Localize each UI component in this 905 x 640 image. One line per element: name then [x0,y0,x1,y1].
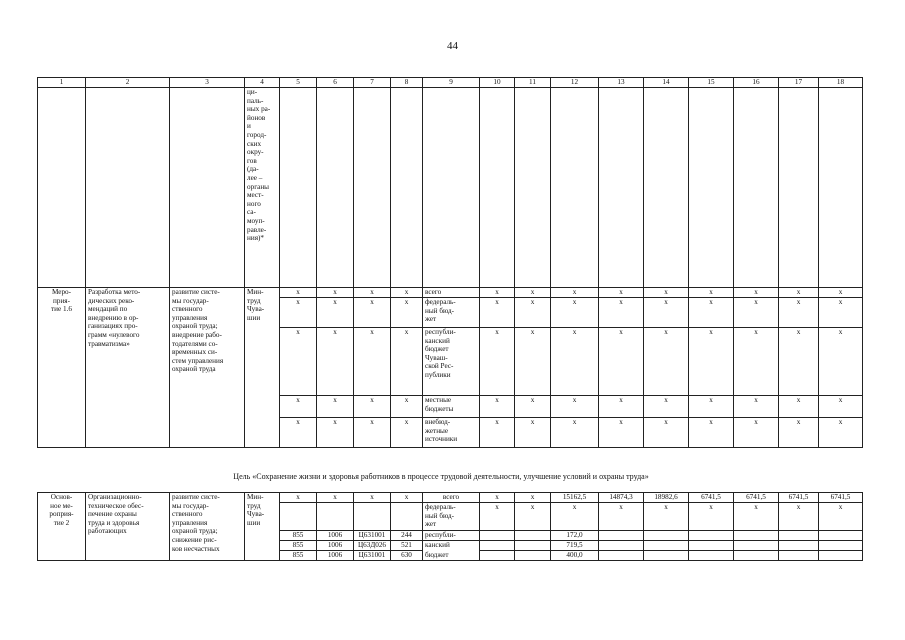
table-cell: 1006 [317,541,354,551]
table-cell: x [480,396,515,418]
table-cell: x [779,328,819,396]
table-cell: x [354,493,391,503]
funding-source: федераль- ный бюд- жет [423,298,480,328]
header-cell: 4 [245,78,280,88]
table-cell: 6741,5 [779,493,819,503]
table-cell [515,551,551,561]
table-cell: x [480,288,515,298]
table-cell: x [515,328,551,396]
table-cell [480,551,515,561]
table-cell: x [819,396,863,418]
program-table-part2 [37,492,863,561]
table-cell: x [599,328,644,396]
table-cell [391,503,423,531]
program-table-part1 [37,77,863,448]
funding-source: федераль- ный бюд- жет [423,503,480,531]
table-cell [689,531,734,541]
table-cell: 6741,5 [734,493,779,503]
table-cell: x [734,328,779,396]
table-cell: x [515,288,551,298]
table-cell: x [391,288,423,298]
table-cell: x [599,418,644,448]
table-cell: x [354,298,391,328]
table-cell: x [734,503,779,531]
measure-name: Разработка мето- дических реко- мендаций по внедрению в ор- ганизациях про- грамм «нулевого травматизма» [86,288,170,448]
table-cell [819,531,863,541]
table-cell: x [819,298,863,328]
table-cell: 15162,5 [551,493,599,503]
table-cell: x [819,328,863,396]
header-cell: 11 [515,78,551,88]
table-cell: 719,5 [551,541,599,551]
table-cell: x [480,298,515,328]
table-cell: x [317,288,354,298]
table-cell: x [317,493,354,503]
table-cell: x [734,396,779,418]
table-cell: x [644,418,689,448]
header-cell: 3 [170,78,245,88]
table-cell: 18982,6 [644,493,689,503]
table-cell: x [515,418,551,448]
table-cell: Ц631001 [354,531,391,541]
table-cell: x [391,328,423,396]
table-cell: x [599,288,644,298]
table-cell: x [515,493,551,503]
table-cell: x [779,288,819,298]
executor-continued: ци- паль- ных ра- йонов и город- ских окру- гов (да- лее – органы мест- ного са- моуп- равле- ния)* [245,88,280,288]
table-cell: x [391,418,423,448]
measure-label: Меро- прия- тие 1.6 [38,288,86,448]
table-cell: x [354,396,391,418]
header-cell: 18 [819,78,863,88]
table-cell [599,531,644,541]
table-cell [644,531,689,541]
table-cell [354,503,391,531]
funding-source: канский [423,541,480,551]
table-cell: x [551,418,599,448]
table-cell: x [515,396,551,418]
table-cell: x [354,418,391,448]
table-cell: x [317,396,354,418]
table-cell: Ц631001 [354,551,391,561]
continuation-row [38,88,863,288]
table-cell: x [644,298,689,328]
funding-source: всего [423,288,480,298]
table-cell: x [819,418,863,448]
table-cell: 855 [280,531,317,541]
table-cell [689,541,734,551]
table-cell: x [551,396,599,418]
table-cell [819,541,863,551]
header-cell: 13 [599,78,644,88]
table-cell: x [480,503,515,531]
measure-goal: развитие систе- мы государ- ственного управления охраной труда; снижение рис- ков несчастных [170,493,245,561]
table-cell: x [391,396,423,418]
table-cell: x [734,418,779,448]
table-cell: x [599,503,644,531]
table-cell: x [317,298,354,328]
table-cell: x [644,288,689,298]
table-row [38,493,863,503]
funding-source: республи- канский бюджет Чуваш- ской Рес- публики [423,328,480,396]
table-cell: 1006 [317,531,354,541]
header-cell: 15 [689,78,734,88]
header-cell: 1 [38,78,86,88]
table-cell: x [515,298,551,328]
table-cell: 6741,5 [819,493,863,503]
table-cell: x [480,328,515,396]
table-cell [280,503,317,531]
page-number: 44 [447,40,458,52]
table-cell: x [644,328,689,396]
funding-source: республи- [423,531,480,541]
table-cell: 14874,3 [599,493,644,503]
table-cell [599,551,644,561]
table-cell: x [689,503,734,531]
table-cell: 855 [280,551,317,561]
table-cell: 172,0 [551,531,599,541]
table-cell: x [280,328,317,396]
table-cell: x [551,503,599,531]
table-cell: x [819,288,863,298]
table-cell: x [599,298,644,328]
table-cell: x [689,288,734,298]
table-cell [480,531,515,541]
header-cell: 9 [423,78,480,88]
table-cell: x [644,396,689,418]
measure-name: Организационно- техническое обес- печение охраны труда и здоровья работающих [86,493,170,561]
header-cell: 14 [644,78,689,88]
table-cell [317,503,354,531]
table-cell: x [551,328,599,396]
table-cell: x [280,288,317,298]
table-cell [779,551,819,561]
table-cell: x [280,396,317,418]
table-cell [734,551,779,561]
measure-executor: Мин- труд Чува- шии [245,493,280,561]
table-cell: x [734,298,779,328]
table-cell [644,551,689,561]
table-row [38,288,863,298]
table-cell: x [689,328,734,396]
table-cell: x [599,396,644,418]
table-cell [779,541,819,551]
table-cell: x [551,288,599,298]
table-cell: x [551,298,599,328]
funding-source: местные бюджеты [423,396,480,418]
table-cell: x [779,418,819,448]
table-cell [689,551,734,561]
table-cell: x [779,298,819,328]
table-cell [819,551,863,561]
table-cell: x [689,396,734,418]
table-cell [644,541,689,551]
table-cell [515,541,551,551]
table-cell: x [779,396,819,418]
funding-source: внебюд- жетные источники [423,418,480,448]
table-cell: x [819,503,863,531]
table-cell [599,541,644,551]
table-cell: 630 [391,551,423,561]
table-cell: x [734,288,779,298]
table-cell: x [280,298,317,328]
table-cell: 521 [391,541,423,551]
table-cell: x [280,493,317,503]
table-cell: x [480,493,515,503]
table-cell: x [280,418,317,448]
header-row [38,78,863,88]
funding-source: бюджет [423,551,480,561]
table-cell [734,541,779,551]
table-cell [779,531,819,541]
header-cell: 8 [391,78,423,88]
table-cell: x [354,328,391,396]
table-cell: x [480,418,515,448]
measure-executor: Мин- труд Чува- шии [245,288,280,448]
header-cell: 5 [280,78,317,88]
table-cell: 1006 [317,551,354,561]
table-cell [734,531,779,541]
header-cell: 10 [480,78,515,88]
measure-label: Основ- ное ме- роприя- тие 2 [38,493,86,561]
table-cell: Ц63Д026 [354,541,391,551]
table-cell: x [317,328,354,396]
table-cell [480,541,515,551]
measure-goal: развитие систе- мы государ- ственного управления охраной труда; внедрение рабо- тодателями со- временных си- стем управления охраной труда [170,288,245,448]
table-cell: x [689,418,734,448]
table-cell: x [779,503,819,531]
goal-title: Цель «Сохранение жизни и здоровья работников в процессе трудовой деятельности, улучшение условий и охраны труда» [233,472,649,481]
table-cell: 244 [391,531,423,541]
table-cell: x [354,288,391,298]
table-cell [515,531,551,541]
table-cell: x [644,503,689,531]
header-cell: 7 [354,78,391,88]
header-cell: 2 [86,78,170,88]
table-cell: x [391,493,423,503]
table-cell: 400,0 [551,551,599,561]
header-cell: 17 [779,78,819,88]
header-cell: 16 [734,78,779,88]
header-cell: 12 [551,78,599,88]
table-cell: x [515,503,551,531]
header-cell: 6 [317,78,354,88]
table-cell: x [689,298,734,328]
table-cell: x [391,298,423,328]
table-cell: всего [423,493,480,503]
table-cell: 855 [280,541,317,551]
table-cell: 6741,5 [689,493,734,503]
table-cell: x [317,418,354,448]
